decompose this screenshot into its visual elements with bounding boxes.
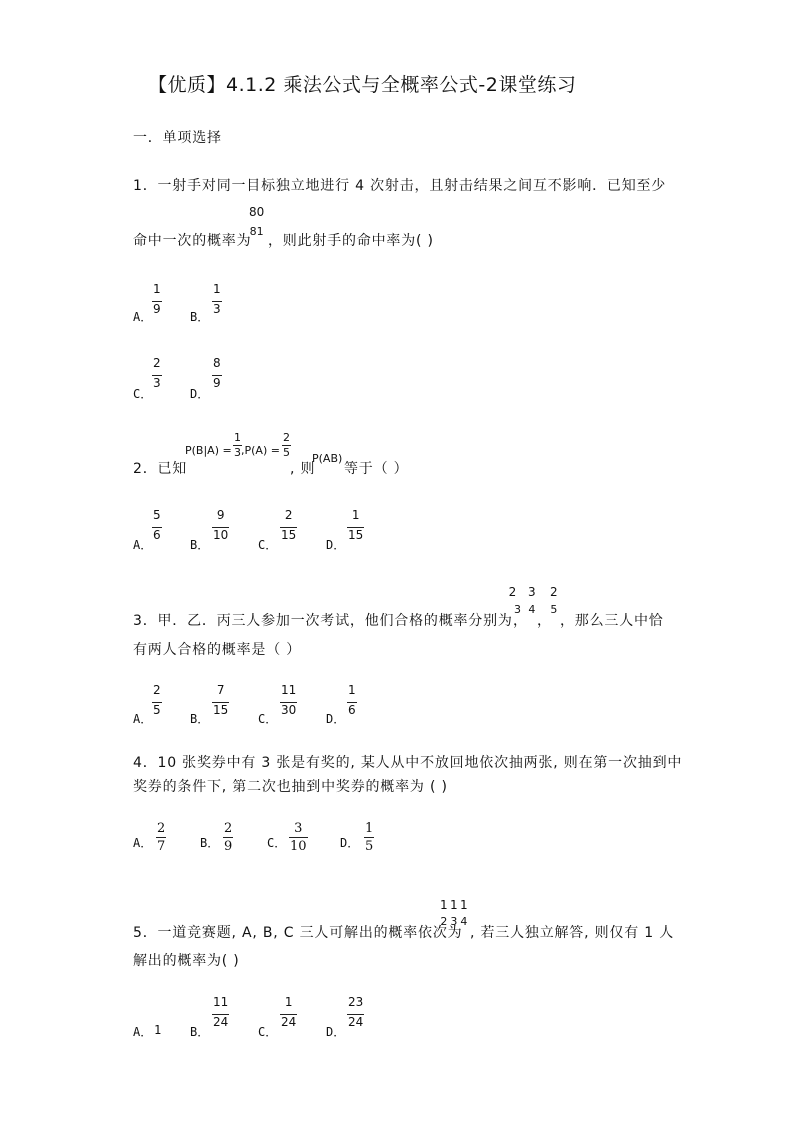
denominator: 15 xyxy=(281,528,297,542)
numerator: 7 xyxy=(216,683,225,697)
q3-option-b-value xyxy=(212,683,229,717)
q1-fraction xyxy=(248,205,265,239)
denominator: 5 xyxy=(153,703,161,717)
q2-middle: , 则 xyxy=(290,461,316,477)
numerator: 2 xyxy=(153,683,161,697)
q3-option-b-label: B． xyxy=(190,712,210,726)
denominator: 24 xyxy=(281,1015,297,1029)
q5-option-a-value: 1 xyxy=(154,1023,162,1037)
denominator: 3 xyxy=(450,915,458,928)
q5-fraction-1 xyxy=(439,898,449,929)
numerator: 1 xyxy=(213,282,221,296)
q2-option-b-value xyxy=(212,508,229,542)
q2-formula-b: ,P(A) = xyxy=(241,444,280,457)
numerator: 9 xyxy=(216,508,225,522)
q4-option-b-value xyxy=(223,820,233,855)
q4-option-c-value xyxy=(289,820,308,855)
q3-option-d-value xyxy=(347,683,357,717)
q2-option-d-value xyxy=(347,508,364,542)
q3-option-c-label: C． xyxy=(258,712,278,726)
denominator: 3 xyxy=(153,376,161,390)
q4-option-a-label: A． xyxy=(133,836,153,850)
denominator: 9 xyxy=(153,302,161,316)
denominator: 15 xyxy=(348,528,364,542)
denominator: 9 xyxy=(213,376,221,390)
numerator: 3 xyxy=(528,585,536,599)
q3-separator-1: ， xyxy=(513,613,528,629)
denominator: 5 xyxy=(365,839,374,854)
q1-option-b-value xyxy=(212,282,222,316)
q3-option-c-value xyxy=(280,683,297,717)
q4-option-b-label: B． xyxy=(200,836,220,850)
numerator: 1 xyxy=(153,282,161,296)
q1-option-c-label: C． xyxy=(133,387,153,401)
q5-option-c-label: C． xyxy=(258,1025,278,1039)
numerator: 2 xyxy=(284,508,293,522)
q2-option-a-value xyxy=(152,508,162,542)
numerator: 2 xyxy=(283,431,290,444)
q3-separator-2: ， xyxy=(537,613,552,629)
q2-option-a-label: A． xyxy=(133,538,153,552)
q2-option-d-label: D． xyxy=(326,538,346,552)
denominator: 4 xyxy=(460,915,468,928)
q1-option-a-value xyxy=(152,282,162,316)
q5-option-c-value xyxy=(280,995,297,1029)
q5-fraction-3 xyxy=(459,898,469,929)
q1-option-d-value xyxy=(212,356,222,390)
q5-option-b-value xyxy=(212,995,229,1029)
q5-option-a-label: A． xyxy=(133,1025,153,1039)
q3-fraction-3 xyxy=(549,585,559,617)
q1-fraction-denominator: 81 xyxy=(249,225,264,238)
denominator: 6 xyxy=(348,703,356,717)
numerator: 1 xyxy=(348,683,356,697)
numerator: 1 xyxy=(460,898,468,912)
denominator: 7 xyxy=(157,839,166,854)
q1-fraction-numerator: 80 xyxy=(249,205,265,219)
q1-line1: 1．一射手对同一目标独立地进行 4 次射击，且射击结果之间互不影响．已知至少 xyxy=(133,178,667,194)
q5-option-b-label: B． xyxy=(190,1025,210,1039)
denominator: 4 xyxy=(528,603,536,616)
denominator: 15 xyxy=(213,703,229,717)
q5-line1-prefix: 5．一道竞赛题, A, B, C 三人可解出的概率依次为 xyxy=(133,925,463,941)
numerator: 1 xyxy=(440,898,448,912)
q4-option-a-value xyxy=(156,820,166,855)
numerator: 2 xyxy=(153,356,161,370)
numerator: 5 xyxy=(153,508,161,522)
q5-line1-suffix: , 若三人独立解答, 则仅有 1 人 xyxy=(470,925,675,941)
q4-line1: 4．10 张奖券中有 3 张是有奖的, 某人从中不放回地依次抽两张, 则在第一次抽到中 xyxy=(133,755,683,771)
denominator: 9 xyxy=(224,839,233,854)
q1-option-b-label: B． xyxy=(190,310,210,324)
numerator: 2 xyxy=(224,821,233,836)
q3-option-a-label: A． xyxy=(133,712,153,726)
section-heading: 一．单项选择 xyxy=(133,130,222,146)
numerator: 2 xyxy=(550,585,558,599)
q1-line2-prefix: 命中一次的概率为 xyxy=(133,233,252,249)
denominator: 10 xyxy=(213,528,229,542)
numerator: 11 xyxy=(281,683,297,697)
q4-option-d-value xyxy=(364,820,374,855)
denominator: 24 xyxy=(213,1015,229,1029)
numerator: 2 xyxy=(157,821,166,836)
numerator: 1 xyxy=(284,995,293,1009)
q3-line2: 有两人合格的概率是（ ） xyxy=(133,642,302,658)
q1-line2-suffix: ，则此射手的命中率为( ) xyxy=(268,233,434,249)
q4-line2: 奖券的条件下, 第二次也抽到中奖券的概率为 ( ) xyxy=(133,779,448,795)
denominator: 30 xyxy=(281,703,297,717)
q1-option-a-label: A． xyxy=(133,310,153,324)
numerator: 2 xyxy=(508,585,517,599)
denominator: 3 xyxy=(234,446,241,459)
denominator: 24 xyxy=(348,1015,364,1029)
q3-option-d-label: D． xyxy=(326,712,346,726)
numerator: 1 xyxy=(351,508,360,522)
q4-option-c-label: C． xyxy=(267,836,287,850)
numerator: 3 xyxy=(294,821,303,836)
q2-formula-c: P(AB) xyxy=(312,452,343,465)
numerator: 23 xyxy=(348,995,364,1009)
q1-option-d-label: D． xyxy=(190,387,210,401)
q2-fraction-2 xyxy=(282,431,291,460)
q3-fraction-2 xyxy=(527,585,537,617)
denominator: 6 xyxy=(153,528,161,542)
numerator: 1 xyxy=(234,431,241,444)
q5-line2: 解出的概率为( ) xyxy=(133,953,240,969)
q1-option-c-value xyxy=(152,356,162,390)
denominator: 5 xyxy=(283,446,290,459)
denominator: 5 xyxy=(550,603,558,616)
q5-option-d-label: D． xyxy=(326,1025,346,1039)
q4-option-d-label: D． xyxy=(340,836,360,850)
numerator: 11 xyxy=(213,995,229,1009)
q2-option-c-label: C． xyxy=(258,538,278,552)
denominator: 2 xyxy=(440,915,448,928)
denominator: 10 xyxy=(290,839,307,854)
q3-line1-suffix: ，那么三人中恰 xyxy=(560,613,664,629)
numerator: 1 xyxy=(450,898,458,912)
q5-option-d-value xyxy=(347,995,364,1029)
q5-fraction-2 xyxy=(449,898,459,929)
q2-option-b-label: B． xyxy=(190,538,210,552)
denominator: 3 xyxy=(213,302,221,316)
denominator: 3 xyxy=(514,603,521,616)
page-title: 【优质】4.1.2 乘法公式与全概率公式-2课堂练习 xyxy=(148,74,577,96)
q2-formula-a: P(B|A) = xyxy=(185,444,232,457)
q3-line1-prefix: 3．甲．乙．丙三人参加一次考试，他们合格的概率分别为 xyxy=(133,613,513,629)
q2-option-c-value xyxy=(280,508,297,542)
numerator: 1 xyxy=(365,821,374,836)
numerator: 8 xyxy=(213,356,221,370)
q3-option-a-value xyxy=(152,683,162,717)
q2-prefix: 2．已知 xyxy=(133,461,188,477)
q2-suffix: 等于（ ） xyxy=(344,461,409,477)
